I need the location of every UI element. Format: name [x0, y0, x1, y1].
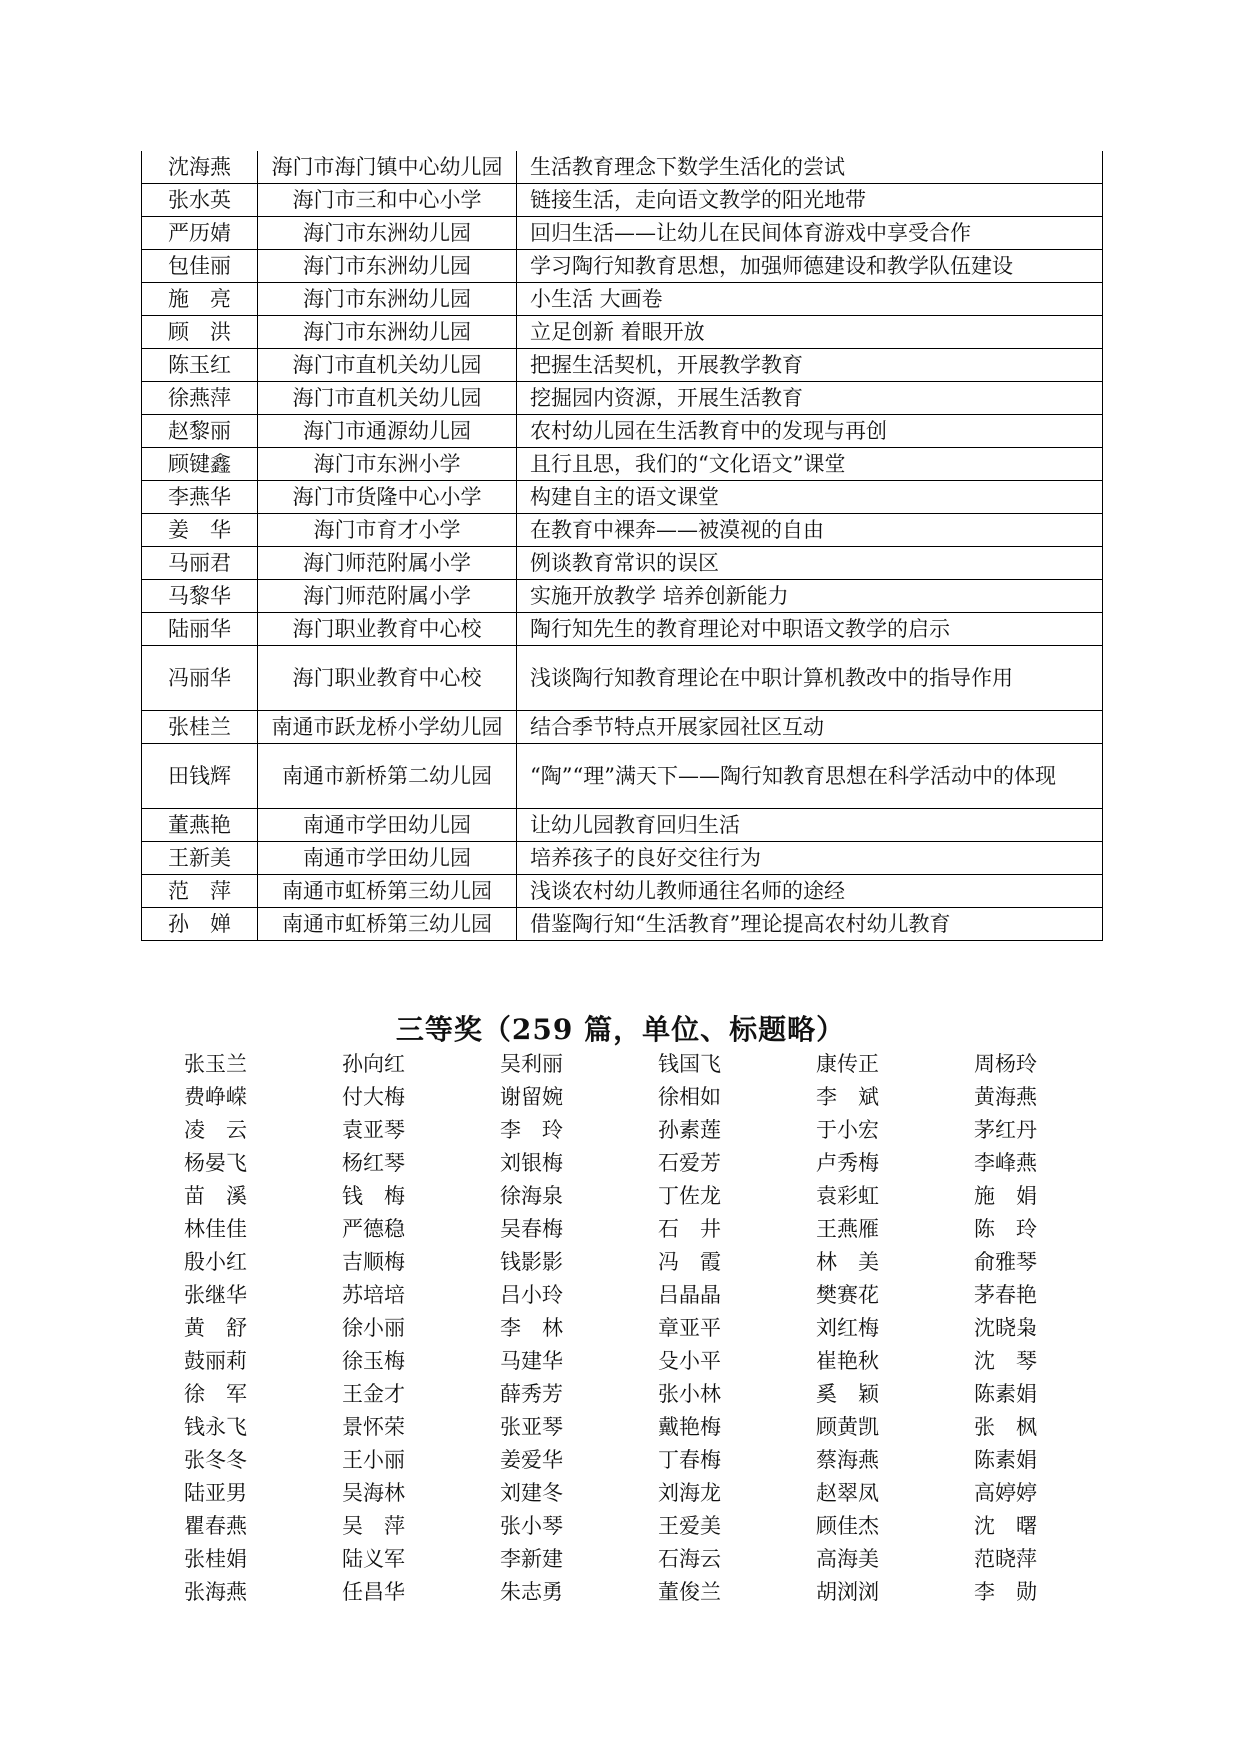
title-cell: 链接生活，走向语文教学的阳光地带	[517, 184, 1103, 217]
name-cell: 徐燕萍	[142, 382, 258, 415]
awardee-name: 康传正	[816, 1052, 879, 1076]
awardee-name: 徐玉梅	[342, 1349, 405, 1373]
unit-cell: 海门市直机关幼儿园	[258, 382, 517, 415]
awardee-name: 石爱芳	[658, 1151, 721, 1175]
awardee-name: 吕小玲	[500, 1283, 563, 1307]
title-cell: 农村幼儿园在生活教育中的发现与再创	[517, 415, 1103, 448]
awardee-name: 朱志勇	[500, 1580, 563, 1604]
awardee-name: 胡浏浏	[816, 1580, 879, 1604]
title-cell: 借鉴陶行知“生活教育”理论提高农村幼儿教育	[517, 908, 1103, 941]
awardee-name: 顾佳杰	[816, 1514, 879, 1538]
table-row	[142, 744, 1103, 809]
title-cell: 生活教育理念下数学生活化的尝试	[517, 151, 1103, 184]
awardee-name: 石 井	[658, 1217, 721, 1241]
awardee-name: 李新建	[500, 1547, 563, 1571]
awardee-name: 付大梅	[342, 1085, 405, 1109]
awardee-name: 李 林	[500, 1316, 563, 1340]
awardee-name: 赵翠凤	[816, 1481, 879, 1505]
names-row	[158, 1576, 1118, 1609]
unit-cell: 南通市学田幼儿园	[258, 809, 517, 842]
awardee-name: 丁春梅	[658, 1448, 721, 1472]
table-row	[142, 809, 1103, 842]
awardee-name: 戴艳梅	[658, 1415, 721, 1439]
awardee-name: 费峥嵘	[184, 1085, 247, 1109]
name-cell: 马丽君	[142, 547, 258, 580]
awardee-name: 董俊兰	[658, 1580, 721, 1604]
awardee-name: 李 玲	[500, 1118, 563, 1142]
unit-cell: 海门市东洲幼儿园	[258, 283, 517, 316]
name-cell: 顾 洪	[142, 316, 258, 349]
third-prize-heading: 三等奖（259 篇，单位、标题略）	[395, 1013, 846, 1046]
names-row	[158, 1213, 1118, 1246]
awardee-name: 王爱美	[658, 1514, 721, 1538]
table-row	[142, 382, 1103, 415]
awardee-name: 樊赛花	[816, 1283, 879, 1307]
title-cell: 回归生活——让幼儿在民间体育游戏中享受合作	[517, 217, 1103, 250]
awardee-name: 张亚琴	[500, 1415, 563, 1439]
table-row	[142, 217, 1103, 250]
table-row	[142, 448, 1103, 481]
names-row	[158, 1345, 1118, 1378]
awardee-name: 张桂娟	[184, 1547, 247, 1571]
awardee-name: 刘银梅	[500, 1151, 563, 1175]
awardee-name: 蔡海燕	[816, 1448, 879, 1472]
awardee-name: 鼓丽莉	[184, 1349, 247, 1373]
awardee-name: 钱国飞	[658, 1052, 721, 1076]
title-cell: 培养孩子的良好交往行为	[517, 842, 1103, 875]
names-row	[158, 1147, 1118, 1180]
table-row	[142, 316, 1103, 349]
name-cell: 张桂兰	[142, 711, 258, 744]
table-row	[142, 646, 1103, 711]
awardee-name: 凌 云	[184, 1118, 247, 1142]
unit-cell: 海门市通源幼儿园	[258, 415, 517, 448]
awardee-name: 林佳佳	[184, 1217, 247, 1241]
awardee-name: 杨晏飞	[184, 1151, 247, 1175]
name-cell: 冯丽华	[142, 646, 258, 711]
unit-cell: 海门职业教育中心校	[258, 613, 517, 646]
names-row	[158, 1477, 1118, 1510]
awardee-name: 孙向红	[342, 1052, 405, 1076]
awardee-name: 徐相如	[658, 1085, 721, 1109]
awardee-name: 顾黄凯	[816, 1415, 879, 1439]
awardee-name: 徐小丽	[342, 1316, 405, 1340]
awardee-name: 张 枫	[974, 1415, 1037, 1439]
awardee-name: 张海燕	[184, 1580, 247, 1604]
awardee-name: 钱 梅	[342, 1184, 405, 1208]
title-cell: 实施开放教学 培养创新能力	[517, 580, 1103, 613]
awardee-name: 殷小红	[184, 1250, 247, 1274]
awardee-name: 刘海龙	[658, 1481, 721, 1505]
names-row	[158, 1048, 1118, 1081]
awardee-name: 李 斌	[816, 1085, 879, 1109]
awardee-name: 沈晓枭	[974, 1316, 1037, 1340]
table-row	[142, 514, 1103, 547]
awardee-name: 苏培培	[342, 1283, 405, 1307]
awardee-name: 苗 溪	[184, 1184, 247, 1208]
title-cell: “陶”“理”满天下——陶行知教育思想在科学活动中的体现	[517, 744, 1103, 809]
awardee-name: 沈 琴	[974, 1349, 1037, 1373]
awardee-name: 李 勋	[974, 1580, 1037, 1604]
awardee-name: 陆亚男	[184, 1481, 247, 1505]
awardee-name: 冯 霞	[658, 1250, 721, 1274]
title-cell: 且行且思，我们的“文化语文”课堂	[517, 448, 1103, 481]
awardee-name: 沈 曙	[974, 1514, 1037, 1538]
awardee-name: 瞿春燕	[184, 1514, 247, 1538]
names-row	[158, 1246, 1118, 1279]
unit-cell: 海门职业教育中心校	[258, 646, 517, 711]
name-cell: 孙 婵	[142, 908, 258, 941]
awardee-name: 章亚平	[658, 1316, 721, 1340]
awardee-name: 徐 军	[184, 1382, 247, 1406]
title-cell: 挖掘园内资源，开展生活教育	[517, 382, 1103, 415]
awardee-name: 陆义军	[342, 1547, 405, 1571]
awardee-name: 张继华	[184, 1283, 247, 1307]
awardee-name: 崔艳秋	[816, 1349, 879, 1373]
title-cell: 例谈教育常识的误区	[517, 547, 1103, 580]
name-cell: 顾键鑫	[142, 448, 258, 481]
table-row	[142, 415, 1103, 448]
unit-cell: 海门师范附属小学	[258, 580, 517, 613]
awardee-name: 马建华	[500, 1349, 563, 1373]
unit-cell: 南通市学田幼儿园	[258, 842, 517, 875]
unit-cell: 海门市东洲幼儿园	[258, 316, 517, 349]
awardee-name: 钱影影	[500, 1250, 563, 1274]
table-row	[142, 184, 1103, 217]
unit-cell: 海门市三和中心小学	[258, 184, 517, 217]
names-row	[158, 1510, 1118, 1543]
title-cell: 在教育中裸奔——被漠视的自由	[517, 514, 1103, 547]
table-row	[142, 580, 1103, 613]
table-row	[142, 613, 1103, 646]
names-row	[158, 1444, 1118, 1477]
awardee-name: 王燕雁	[816, 1217, 879, 1241]
awardee-name: 俞雅琴	[974, 1250, 1037, 1274]
table-row	[142, 908, 1103, 941]
awardee-name: 茅春艳	[974, 1283, 1037, 1307]
awardee-name: 刘红梅	[816, 1316, 879, 1340]
awardee-name: 张玉兰	[184, 1052, 247, 1076]
name-cell: 张水英	[142, 184, 258, 217]
table-row	[142, 349, 1103, 382]
table-row	[142, 842, 1103, 875]
unit-cell: 海门市直机关幼儿园	[258, 349, 517, 382]
awardee-name: 奚 颖	[816, 1382, 879, 1406]
unit-cell: 南通市虹桥第三幼儿园	[258, 908, 517, 941]
table-row	[142, 547, 1103, 580]
names-row	[158, 1114, 1118, 1147]
name-cell: 陆丽华	[142, 613, 258, 646]
awardee-name: 杨红琴	[342, 1151, 405, 1175]
awardee-name: 林 美	[816, 1250, 879, 1274]
awardee-name: 张小琴	[500, 1514, 563, 1538]
unit-cell: 海门师范附属小学	[258, 547, 517, 580]
awardee-name: 姜爱华	[500, 1448, 563, 1472]
name-cell: 赵黎丽	[142, 415, 258, 448]
unit-cell: 海门市育才小学	[258, 514, 517, 547]
awardee-name: 丁佐龙	[658, 1184, 721, 1208]
second-prize-table-body	[142, 151, 1103, 941]
name-cell: 王新美	[142, 842, 258, 875]
table-row	[142, 711, 1103, 744]
awardee-name: 孙素莲	[658, 1118, 721, 1142]
unit-cell: 海门市东洲幼儿园	[258, 217, 517, 250]
awardee-name: 严德稳	[342, 1217, 405, 1241]
awardee-name: 于小宏	[816, 1118, 879, 1142]
name-cell: 马黎华	[142, 580, 258, 613]
awardee-name: 高婷婷	[974, 1481, 1037, 1505]
awardee-name: 谢留婉	[500, 1085, 563, 1109]
name-cell: 沈海燕	[142, 151, 258, 184]
title-cell: 构建自主的语文课堂	[517, 481, 1103, 514]
name-cell: 包佳丽	[142, 250, 258, 283]
title-cell: 让幼儿园教育回归生活	[517, 809, 1103, 842]
table-row	[142, 151, 1103, 184]
third-prize-names-grid	[158, 1048, 1118, 1609]
awardee-name: 王金才	[342, 1382, 405, 1406]
name-cell: 范 萍	[142, 875, 258, 908]
awardee-name: 石海云	[658, 1547, 721, 1571]
name-cell: 姜 华	[142, 514, 258, 547]
title-cell: 浅谈农村幼儿教师通往名师的途经	[517, 875, 1103, 908]
awardee-name: 王小丽	[342, 1448, 405, 1472]
awardee-name: 卢秀梅	[816, 1151, 879, 1175]
names-row	[158, 1081, 1118, 1114]
awardee-name: 陈素娟	[974, 1448, 1037, 1472]
title-cell: 把握生活契机，开展教学教育	[517, 349, 1103, 382]
title-cell: 立足创新 着眼开放	[517, 316, 1103, 349]
awardee-name: 吴利丽	[500, 1052, 563, 1076]
awardee-name: 张冬冬	[184, 1448, 247, 1472]
table-row	[142, 481, 1103, 514]
names-row	[158, 1180, 1118, 1213]
awardee-name: 张小林	[658, 1382, 721, 1406]
awardee-name: 吕晶晶	[658, 1283, 721, 1307]
title-cell: 浅谈陶行知教育理论在中职计算机教改中的指导作用	[517, 646, 1103, 711]
unit-cell: 南通市跃龙桥小学幼儿园	[258, 711, 517, 744]
unit-cell: 海门市海门镇中心幼儿园	[258, 151, 517, 184]
awardee-name: 茅红丹	[974, 1118, 1037, 1142]
awardee-name: 周杨玲	[974, 1052, 1037, 1076]
awardee-name: 施 娟	[974, 1184, 1037, 1208]
title-cell: 小生活 大画卷	[517, 283, 1103, 316]
table-row	[142, 875, 1103, 908]
names-row	[158, 1279, 1118, 1312]
table-row	[142, 250, 1103, 283]
name-cell: 施 亮	[142, 283, 258, 316]
awardee-name: 黄 舒	[184, 1316, 247, 1340]
awardee-name: 钱永飞	[184, 1415, 247, 1439]
awardee-name: 吴海林	[342, 1481, 405, 1505]
names-row	[158, 1378, 1118, 1411]
title-cell: 陶行知先生的教育理论对中职语文教学的启示	[517, 613, 1103, 646]
unit-cell: 南通市新桥第二幼儿园	[258, 744, 517, 809]
unit-cell: 海门市东洲小学	[258, 448, 517, 481]
awardee-name: 吉顺梅	[342, 1250, 405, 1274]
names-row	[158, 1312, 1118, 1345]
name-cell: 李燕华	[142, 481, 258, 514]
awardee-name: 黄海燕	[974, 1085, 1037, 1109]
awardee-name: 陈 玲	[974, 1217, 1037, 1241]
awardee-name: 袁彩虹	[816, 1184, 879, 1208]
awardee-name: 吴春梅	[500, 1217, 563, 1241]
unit-cell: 南通市虹桥第三幼儿园	[258, 875, 517, 908]
second-prize-table	[141, 151, 1103, 941]
awardee-name: 殳小平	[658, 1349, 721, 1373]
awardee-name: 陈素娟	[974, 1382, 1037, 1406]
awardee-name: 李峰燕	[974, 1151, 1037, 1175]
names-row	[158, 1543, 1118, 1576]
name-cell: 陈玉红	[142, 349, 258, 382]
awardee-name: 范晓萍	[974, 1547, 1037, 1571]
title-cell: 结合季节特点开展家园社区互动	[517, 711, 1103, 744]
title-cell: 学习陶行知教育思想，加强师德建设和教学队伍建设	[517, 250, 1103, 283]
table-row	[142, 283, 1103, 316]
awardee-name: 刘建冬	[500, 1481, 563, 1505]
awardee-name: 高海美	[816, 1547, 879, 1571]
awardee-name: 景怀荣	[342, 1415, 405, 1439]
unit-cell: 海门市东洲幼儿园	[258, 250, 517, 283]
name-cell: 严历婧	[142, 217, 258, 250]
name-cell: 董燕艳	[142, 809, 258, 842]
awardee-name: 袁亚琴	[342, 1118, 405, 1142]
name-cell: 田钱辉	[142, 744, 258, 809]
awardee-name: 薛秀芳	[500, 1382, 563, 1406]
unit-cell: 海门市货隆中心小学	[258, 481, 517, 514]
awardee-name: 任昌华	[342, 1580, 405, 1604]
names-row	[158, 1411, 1118, 1444]
awardee-name: 徐海泉	[500, 1184, 563, 1208]
awardee-name: 吴 萍	[342, 1514, 405, 1538]
